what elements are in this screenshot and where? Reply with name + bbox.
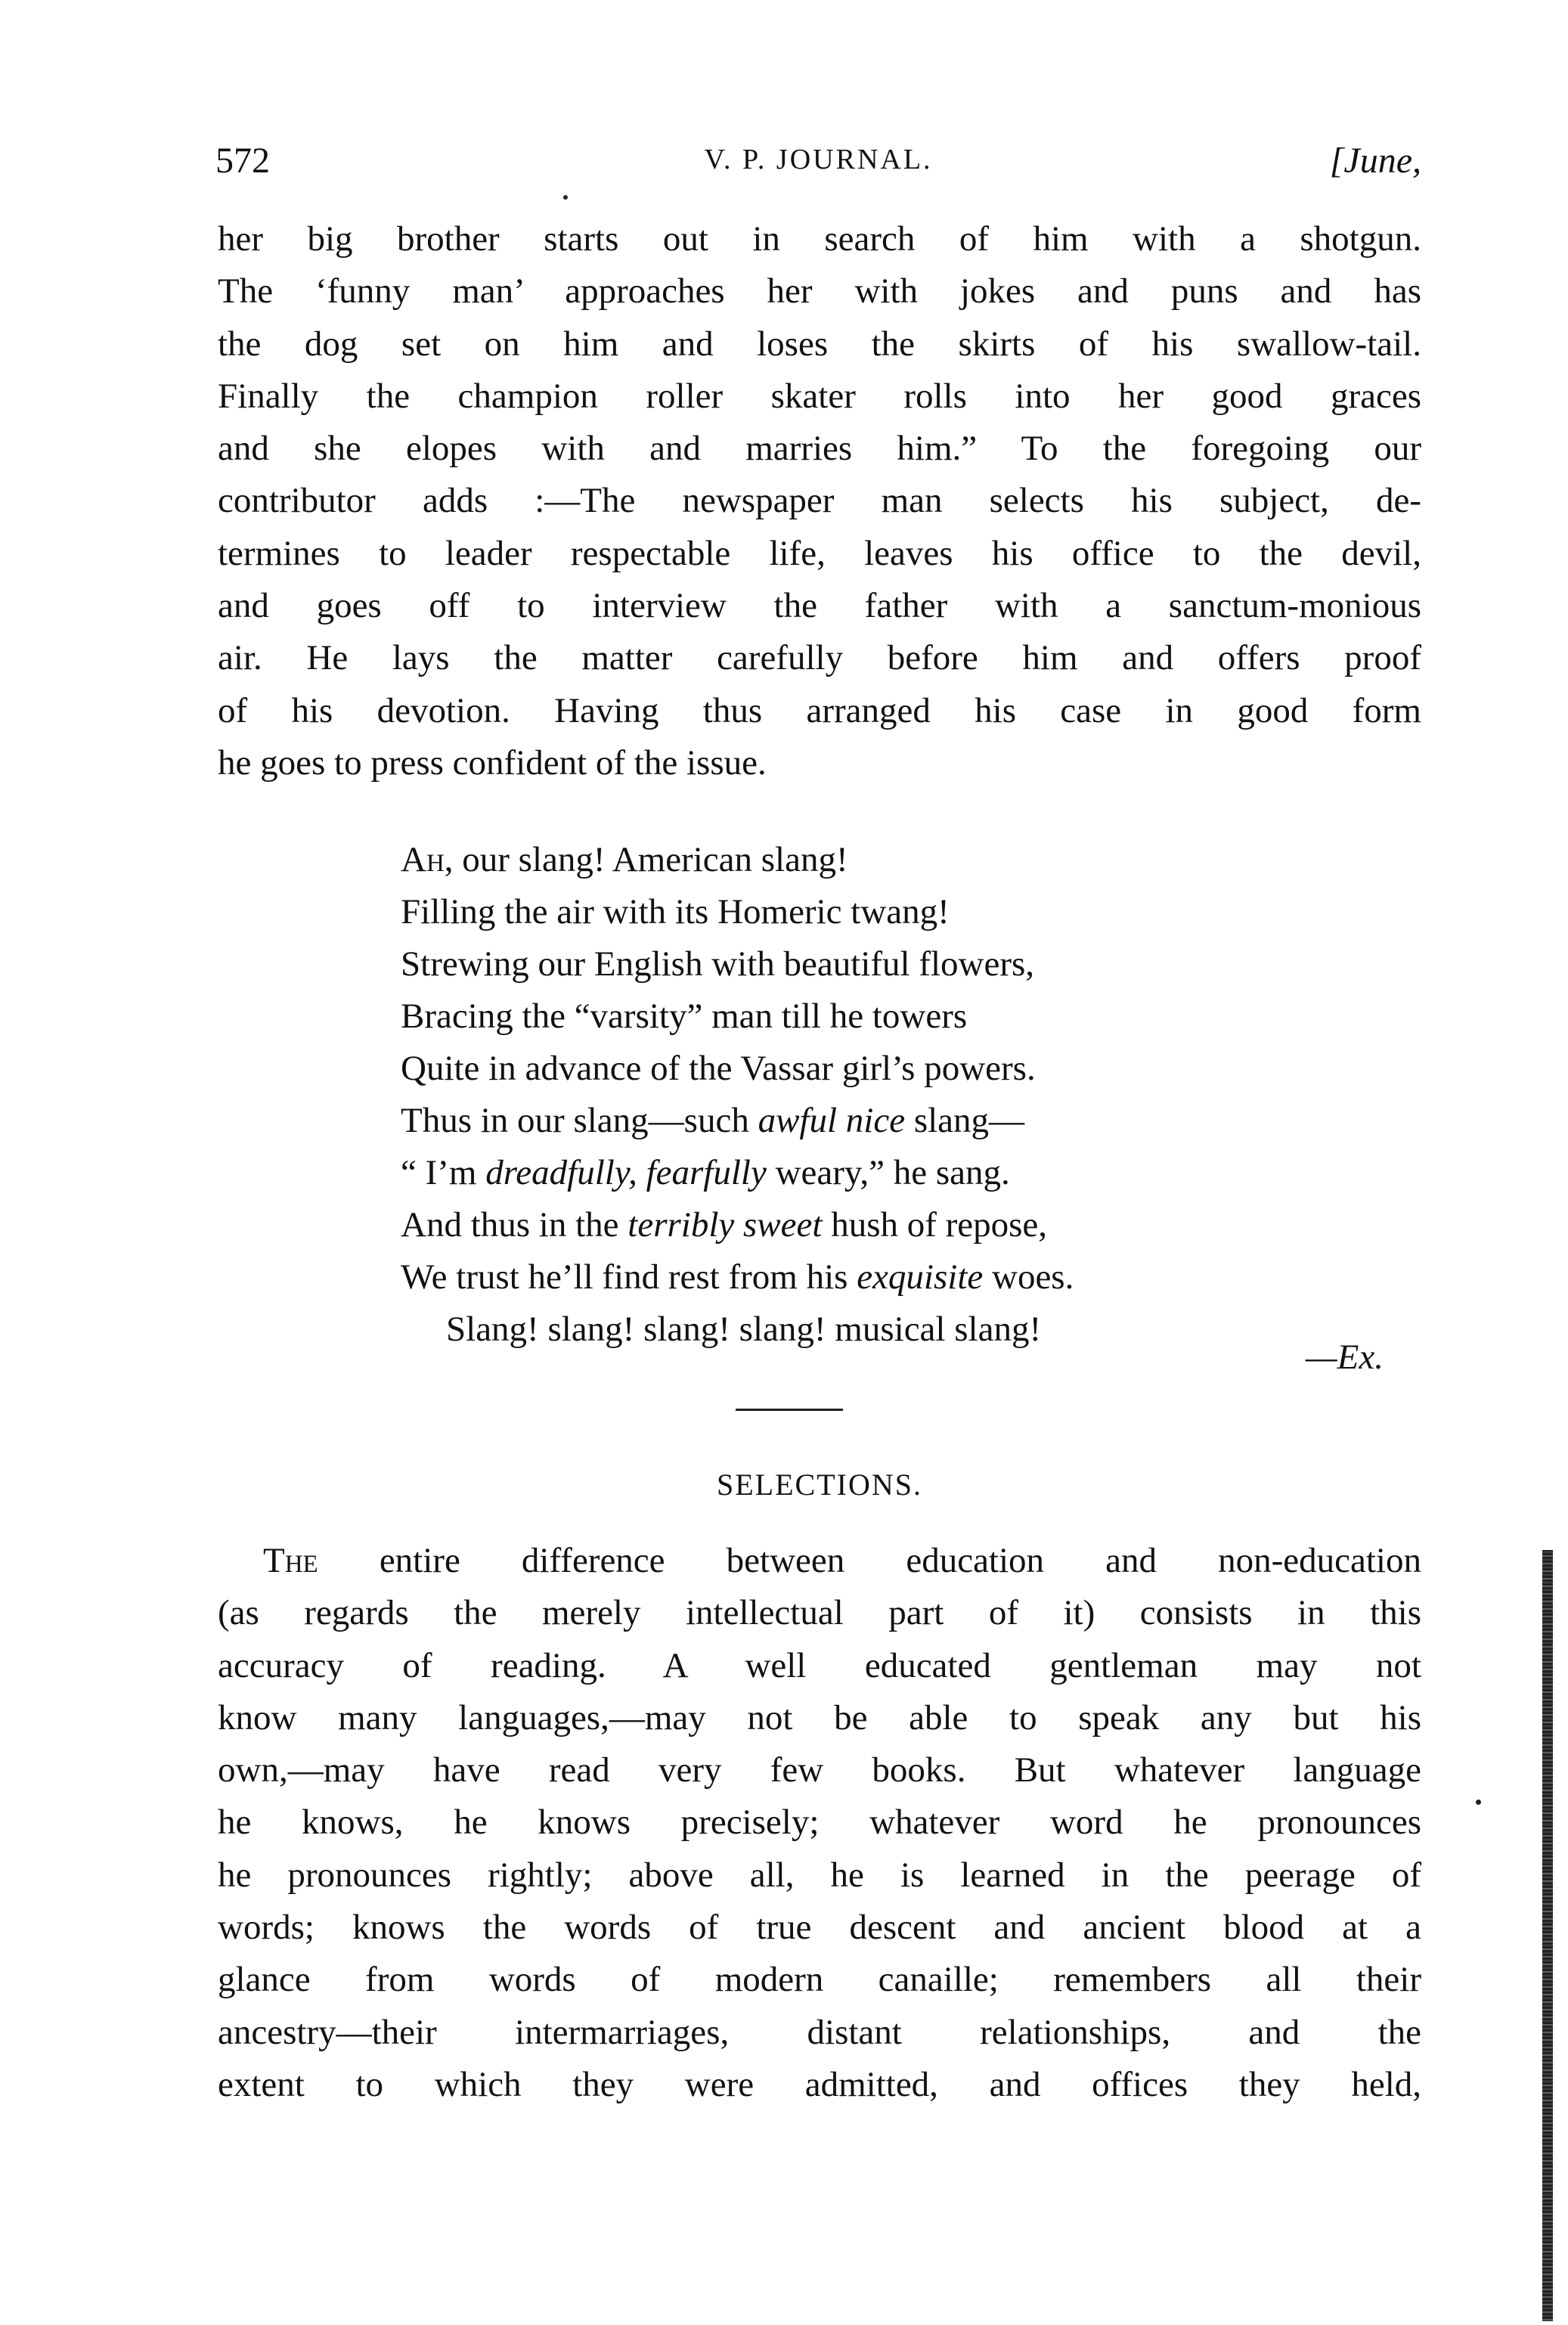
text-line: extent to which they were admitted, and offices they held, — [218, 2064, 1421, 2104]
text-line: her big brother starts out in search of him with a shotgun. — [218, 219, 1421, 259]
drop-word: Ah — [401, 840, 445, 879]
verse-text: woes. — [983, 1257, 1074, 1297]
verse-text: Thus in our slang—such — [401, 1101, 758, 1140]
poem-line — [401, 1199, 1384, 1251]
text-line: The ‘funny man’ approaches her with jokes and puns and has — [218, 271, 1421, 312]
text-line: and goes off to interview the father with a sanctum-monious — [218, 586, 1421, 626]
verse-text: We trust he’ll find rest from his — [401, 1257, 857, 1297]
poem-line: Quite in advance of the Vassar girl’s powers. — [401, 1049, 1036, 1088]
poem-line: Strewing our English with beautiful flowers, — [401, 944, 1035, 984]
issue-month: [June, — [1329, 141, 1421, 181]
paragraph-continued — [218, 213, 1421, 789]
text-line: Finally the champion roller skater rolls into her good graces — [218, 376, 1421, 416]
poem-line — [401, 1251, 1384, 1304]
text-line: ancestry—their intermarriages, distant relationships, and the — [218, 2012, 1421, 2052]
text-line: and she elopes with and marries him.” To the foregoing our — [218, 429, 1421, 469]
poem-line — [401, 834, 1384, 886]
poem-line — [401, 1095, 1384, 1147]
poem — [401, 834, 1384, 1356]
poem-line: Filling the air with its Homeric twang! — [401, 892, 950, 932]
verse-text: “ I’m — [401, 1153, 486, 1192]
poem-line: Slang! slang! slang! slang! musical slang! — [446, 1310, 1042, 1349]
verse-emphasis: exquisite — [857, 1257, 984, 1297]
verse-emphasis: dreadfully, fearfully — [485, 1153, 767, 1192]
verse-emphasis: terribly sweet — [628, 1205, 823, 1245]
text-line: contributor adds :—The newspaper man selects his subject, de- — [218, 481, 1421, 521]
running-header — [215, 140, 1421, 193]
text-line: own,—may have read very few books. But whatever language — [218, 1750, 1421, 1790]
verse-text: slang— — [905, 1101, 1025, 1140]
text-line: (as regards the merely intellectual part of it) consists in this — [218, 1593, 1421, 1633]
verse-text: weary,” he sang. — [766, 1153, 1010, 1192]
poem-attribution: —Ex. — [1305, 1338, 1384, 1377]
print-speck — [1476, 1800, 1481, 1805]
text-line: of his devotion. Having thus arranged his case in good form — [218, 690, 1421, 730]
poem-line — [401, 1147, 1384, 1199]
print-speck — [563, 195, 568, 200]
text-line: words; knows the words of true descent and ancient blood at a — [218, 1908, 1421, 1948]
drop-word: The — [263, 1541, 318, 1580]
text-line — [218, 1535, 1421, 1587]
verse-emphasis: awful nice — [758, 1101, 906, 1140]
text-line: he pronounces rightly; above all, he is learned in the peerage of — [218, 1855, 1421, 1895]
text-line: accuracy of reading. A well educated gentleman may not — [218, 1645, 1421, 1685]
page-number: 572 — [215, 141, 270, 181]
text-line: air. He lays the matter carefully before him and offers proof — [218, 638, 1421, 678]
verse-text: , our slang! American slang! — [444, 840, 848, 879]
verse-text: And thus in the — [401, 1205, 628, 1245]
text-line: he goes to press confident of the issue. — [218, 742, 767, 783]
journal-title: V. P. JOURNAL. — [704, 144, 933, 175]
text-line: know many languages,—may not be able to speak any but his — [218, 1697, 1421, 1738]
text-line: the dog set on him and loses the skirts of his swallow-tail. — [218, 324, 1421, 364]
line-text: entire difference between education and non-education — [318, 1541, 1421, 1580]
text-line: glance from words of modern canaille; remembers all their — [218, 1960, 1421, 2000]
poem-line: Bracing the “varsity” man till he towers — [401, 997, 968, 1036]
text-line: he knows, he knows precisely; whatever word he pronounces — [218, 1803, 1421, 1843]
selections-paragraph — [218, 1535, 1421, 2111]
section-divider — [736, 1409, 843, 1411]
section-heading: SELECTIONS. — [717, 1468, 922, 1502]
text-line: termines to leader respectable life, leaves his office to the devil, — [218, 533, 1421, 573]
page-edge-binding — [1542, 1550, 1553, 2321]
verse-text: hush of repose, — [822, 1205, 1048, 1245]
